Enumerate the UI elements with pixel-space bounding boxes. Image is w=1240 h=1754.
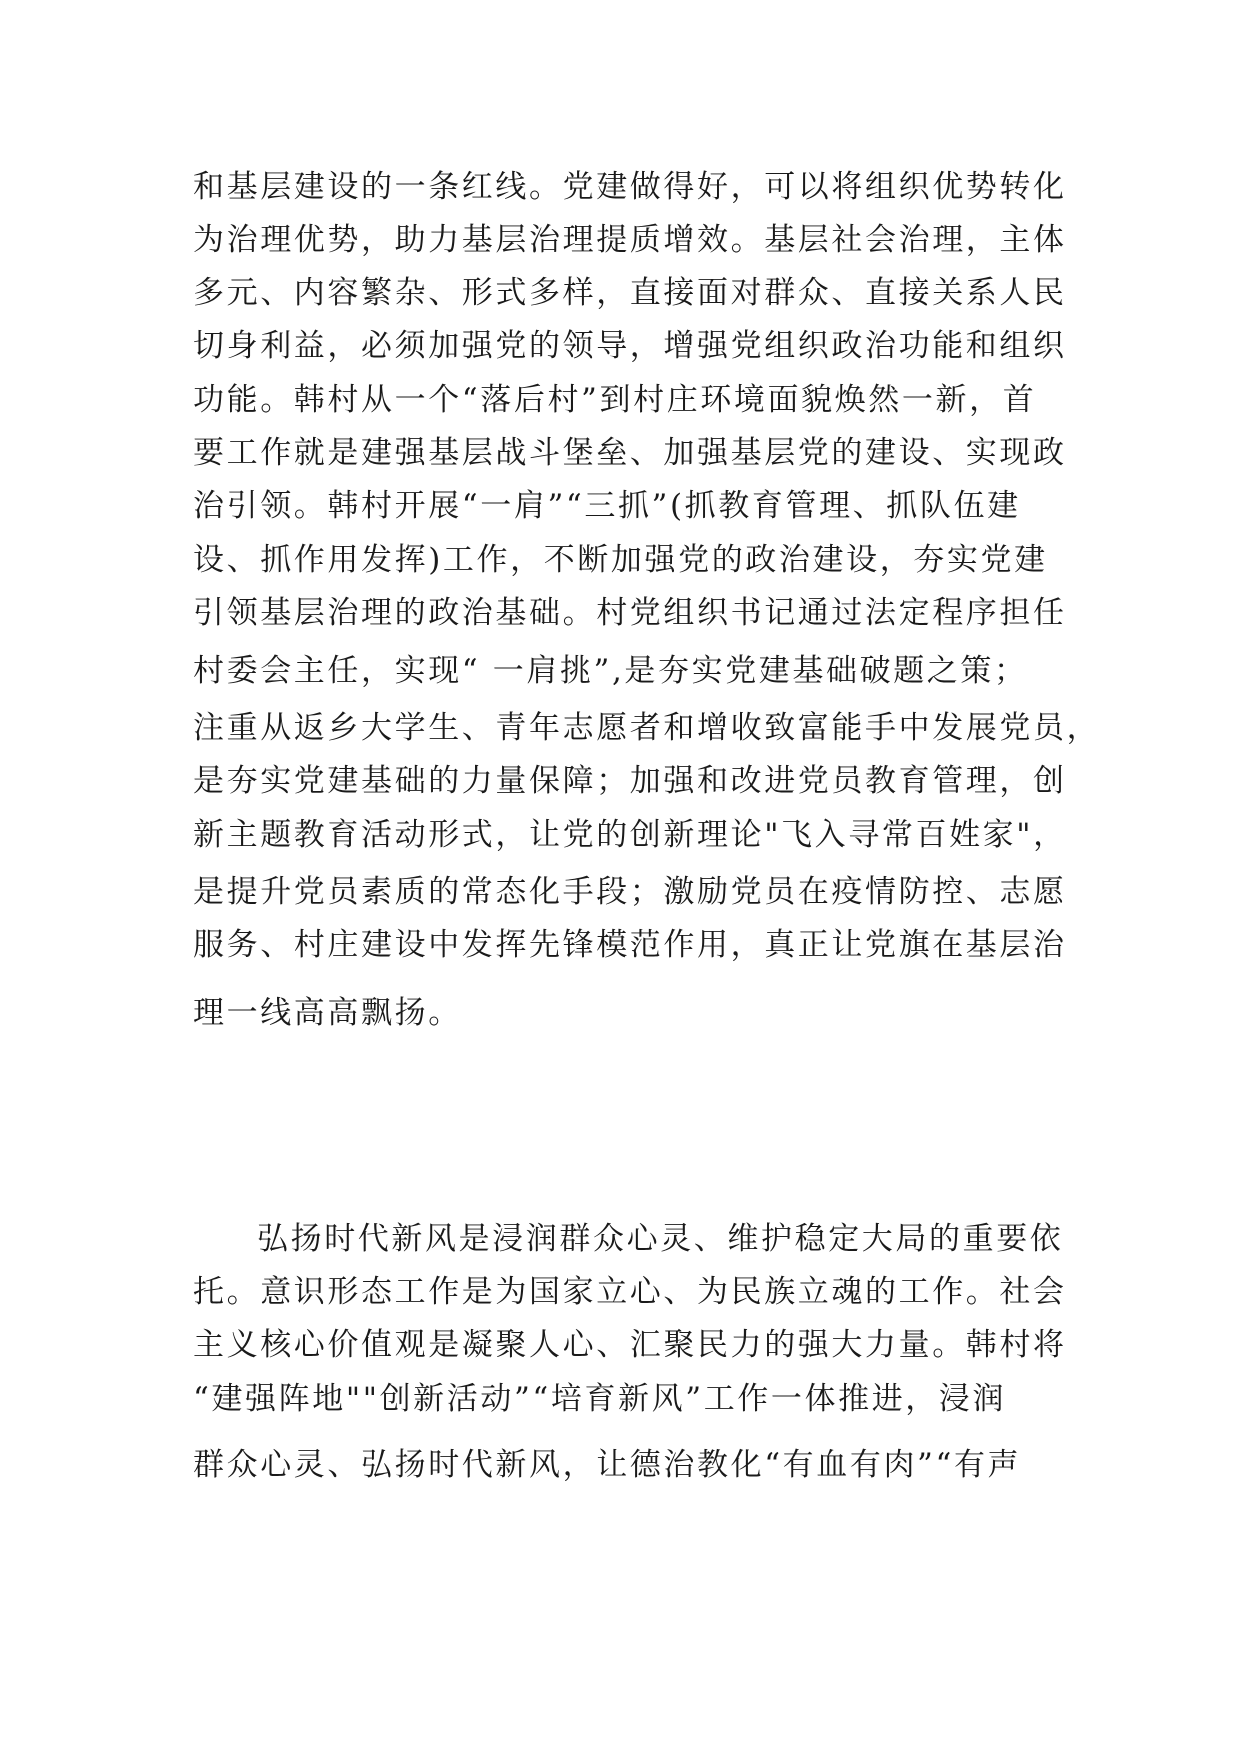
paragraph-line: 新主题教育活动形式，让党的创新理论"飞入寻常百姓家"，	[193, 817, 1067, 853]
paragraph-line: 是提升党员素质的常态化手段；激励党员在疫情防控、志愿	[193, 874, 1067, 910]
paragraph-line: 弘扬时代新风是浸润群众心灵、维护稳定大局的重要依	[257, 1221, 1064, 1257]
paragraph-line: 功能。韩村从一个“落后村”到村庄环境面貌焕然一新，首	[193, 382, 1037, 418]
paragraph-line: 切身利益，必须加强党的领导，增强党组织政治功能和组织	[193, 328, 1067, 364]
paragraph-line: 注重从返乡大学生、青年志愿者和增收致富能手中发展党员，	[193, 710, 1101, 746]
paragraph-line: 要工作就是建强基层战斗堡垒、加强基层党的建设、实现政	[193, 435, 1067, 471]
paragraph-line: 治引领。韩村开展“一肩”“三抓”(抓教育管理、抓队伍建	[193, 488, 1021, 524]
paragraph-line: 设、抓作用发挥)工作，不断加强党的政治建设，夯实党建	[193, 542, 1048, 578]
paragraph-line: 多元、内容繁杂、形式多样，直接面对群众、直接关系人民	[193, 275, 1067, 311]
paragraph-line: 托。意识形态工作是为国家立心、为民族立魂的工作。社会	[193, 1274, 1067, 1310]
paragraph-line: 和基层建设的一条红线。党建做得好，可以将组织优势转化	[193, 169, 1067, 205]
paragraph-line: 村委会主任，实现“ 一肩挑”,是夯实党建基础破题之策；	[193, 653, 1028, 689]
paragraph-line: 主义核心价值观是凝聚人心、汇聚民力的强大力量。韩村将	[193, 1327, 1067, 1363]
paragraph-line: 为治理优势，助力基层治理提质增效。基层社会治理，主体	[193, 222, 1067, 258]
paragraph-line: 引领基层治理的政治基础。村党组织书记通过法定程序担任	[193, 595, 1067, 631]
paragraph-line: 群众心灵、弘扬时代新风，让德治教化“有血有肉”“有声	[193, 1447, 1022, 1483]
paragraph-line: 是夯实党建基础的力量保障；加强和改进党员教育管理，创	[193, 763, 1067, 799]
paragraph-line: 服务、村庄建设中发挥先锋模范作用，真正让党旗在基层治	[193, 927, 1067, 963]
paragraph-line: 理一线高高飘扬。	[193, 995, 462, 1031]
paragraph-line: “建强阵地""创新活动”“培育新风”工作一体推进，浸润	[193, 1381, 1007, 1417]
